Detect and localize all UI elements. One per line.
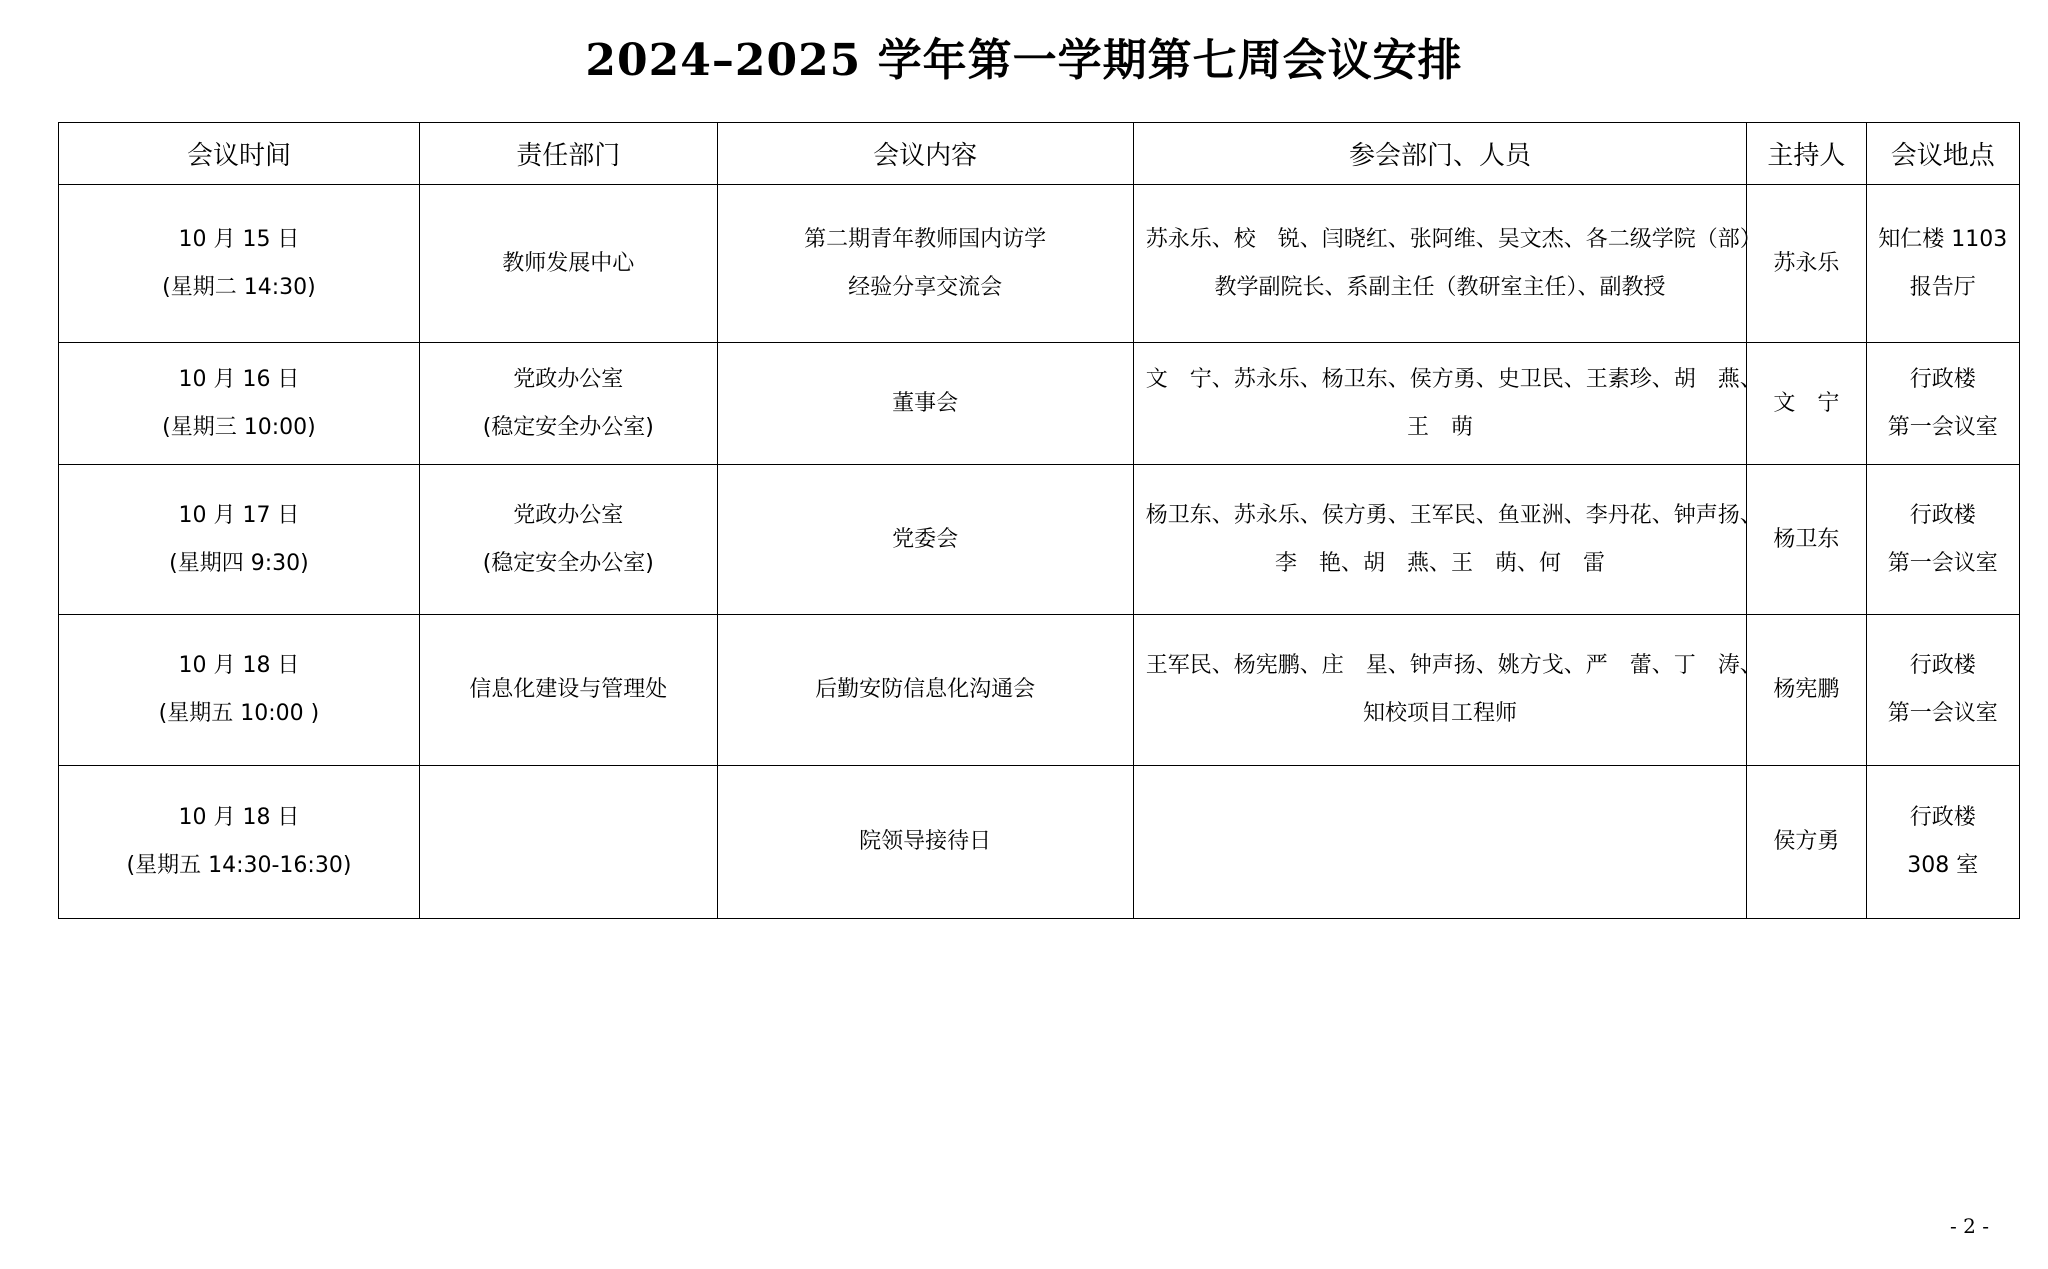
department-cell (419, 766, 717, 919)
meeting-date: 10 月 15 日 (178, 226, 300, 252)
host-cell (1747, 343, 1866, 465)
location-line: 报告厅 (1909, 274, 1976, 300)
attendees-line: 王军民、杨宪鹏、庄 星、钟声扬、姚方戈、严 蕾、丁 涛、 (1145, 653, 1762, 678)
location-line: 行政楼 (1909, 653, 1976, 678)
meeting-schedule-table (58, 122, 2020, 919)
host-cell (1747, 185, 1866, 343)
meeting-time-cell (59, 465, 420, 615)
department-name: 党政办公室 (513, 366, 624, 392)
department-name: 信息化建设与管理处 (469, 677, 668, 702)
location-cell (1866, 343, 2019, 465)
header-attendees: 参会部门、人员 (1133, 123, 1747, 185)
meeting-content-line: 院领导接待日 (859, 829, 992, 854)
attendees-line: 文 宁、苏永乐、杨卫东、侯方勇、史卫民、王素珍、胡 燕、 (1145, 366, 1762, 392)
content-cell (717, 343, 1133, 465)
department-subname: (稳定安全办公室) (482, 414, 654, 440)
meeting-content-line: 党委会 (892, 526, 959, 552)
meeting-date: 10 月 18 日 (178, 805, 300, 830)
table-row (59, 465, 2020, 615)
meeting-date: 10 月 16 日 (178, 366, 300, 392)
table-row (59, 615, 2020, 766)
header-meeting-time: 会议时间 (59, 123, 420, 185)
location-cell (1866, 465, 2019, 615)
location-cell (1866, 615, 2019, 766)
attendees-line: 苏永乐、校 锐、闫晓红、张阿维、吴文杰、各二级学院（部） (1145, 226, 1762, 252)
meeting-date: 10 月 18 日 (178, 653, 300, 678)
attendees-cell (1133, 615, 1762, 766)
meeting-weekday-time: (星期五 10:00 ) (158, 701, 320, 726)
host-cell (1747, 766, 1866, 919)
host-name: 杨卫东 (1773, 526, 1840, 552)
location-line: 行政楼 (1909, 502, 1976, 528)
meeting-time-cell (59, 766, 420, 919)
content-cell (717, 766, 1133, 919)
department-name: 教师发展中心 (502, 250, 635, 276)
meeting-weekday-time: (星期四 9:30) (169, 550, 309, 576)
host-name: 文 宁 (1773, 390, 1840, 416)
meeting-weekday-time: (星期三 10:00) (162, 414, 316, 440)
host-name: 侯方勇 (1773, 829, 1840, 854)
attendees-line: 知校项目工程师 (1362, 701, 1517, 726)
meeting-content-line: 第二期青年教师国内访学 (804, 226, 1047, 252)
header-host: 主持人 (1747, 123, 1866, 185)
department-cell (419, 343, 717, 465)
page-number: - 2 - (1950, 1214, 1989, 1238)
location-line: 第一会议室 (1887, 701, 1998, 726)
table-row (59, 343, 2020, 465)
attendees-line: 王 萌 (1406, 414, 1473, 440)
department-cell (419, 615, 717, 766)
attendees-line: 杨卫东、苏永乐、侯方勇、王军民、鱼亚洲、李丹花、钟声扬、 (1145, 502, 1762, 528)
meeting-time-cell (59, 615, 420, 766)
meeting-content-line: 经验分享交流会 (848, 274, 1003, 300)
attendees-cell (1133, 766, 1747, 919)
host-cell (1747, 465, 1866, 615)
meeting-weekday-time: (星期五 14:30-16:30) (126, 853, 352, 878)
department-subname: (稳定安全办公室) (482, 550, 654, 576)
table-row (59, 185, 2020, 343)
host-name: 苏永乐 (1773, 250, 1840, 276)
location-line: 行政楼 (1909, 366, 1976, 392)
meeting-date: 10 月 17 日 (178, 502, 300, 528)
table-header-row (59, 123, 2020, 185)
host-name: 杨宪鹏 (1773, 677, 1840, 702)
attendees-cell (1133, 465, 1762, 615)
host-cell (1747, 615, 1866, 766)
content-cell (717, 615, 1133, 766)
meeting-content-line: 董事会 (892, 390, 959, 416)
location-line: 第一会议室 (1887, 550, 1998, 576)
meeting-time-cell (59, 343, 420, 465)
attendees-line: 教学副院长、系副主任（教研室主任）、副教授 (1214, 274, 1666, 300)
page-title: 2024–2025 学年第一学期第七周会议安排 (585, 35, 1463, 86)
header-meeting-content: 会议内容 (717, 123, 1133, 185)
location-cell (1866, 185, 2019, 343)
department-cell (419, 465, 717, 615)
attendees-cell (1133, 343, 1762, 465)
department-cell (419, 185, 717, 343)
attendees-line: 李 艳、胡 燕、王 萌、何 雷 (1274, 550, 1605, 576)
location-line: 第一会议室 (1887, 414, 1998, 440)
table-row (59, 766, 2020, 919)
meeting-weekday-time: (星期二 14:30) (162, 274, 316, 300)
header-location: 会议地点 (1866, 123, 2019, 185)
header-responsible-department: 责任部门 (419, 123, 717, 185)
location-line: 行政楼 (1909, 805, 1976, 830)
content-cell (717, 465, 1133, 615)
location-cell (1866, 766, 2019, 919)
location-line: 知仁楼 1103 (1878, 226, 2008, 252)
attendees-cell (1133, 185, 1762, 343)
department-name: 党政办公室 (513, 502, 624, 528)
location-line: 308 室 (1907, 853, 1979, 878)
meeting-content-line: 后勤安防信息化沟通会 (815, 677, 1036, 702)
meeting-time-cell (59, 185, 420, 343)
content-cell (717, 185, 1133, 343)
